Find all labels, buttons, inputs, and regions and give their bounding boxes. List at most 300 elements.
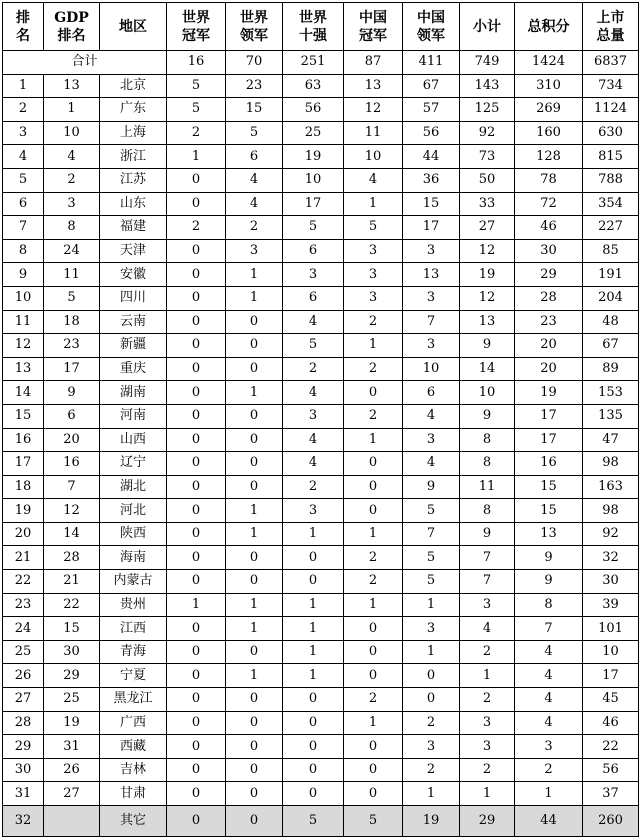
table-cell: 1: [167, 145, 226, 169]
table-cell: 6: [44, 404, 100, 428]
table-cell: 7: [460, 570, 515, 594]
table-cell: 0: [283, 688, 344, 712]
table-cell: 3: [403, 239, 460, 263]
table-cell: 25: [3, 640, 44, 664]
table-cell: 6: [226, 145, 283, 169]
table-cell: 2: [344, 310, 403, 334]
table-cell: 0: [167, 404, 226, 428]
region-cell: 辽宁: [100, 452, 167, 476]
table-cell: 10: [283, 168, 344, 192]
table-row: [3, 688, 639, 712]
table-cell: 9: [515, 546, 583, 570]
table-cell: 1: [344, 428, 403, 452]
table-cell: 12: [460, 239, 515, 263]
table-cell: 269: [515, 98, 583, 122]
table-cell: 1: [283, 664, 344, 688]
table-cell: 27: [460, 216, 515, 240]
table-cell: 0: [283, 735, 344, 759]
region-cell: 四川: [100, 286, 167, 310]
table-cell: 0: [283, 782, 344, 806]
table-cell: 7: [515, 617, 583, 641]
table-cell: 3: [403, 735, 460, 759]
region-cell: 新疆: [100, 334, 167, 358]
table-cell: 57: [403, 98, 460, 122]
table-cell: 39: [583, 593, 639, 617]
table-row: [3, 381, 639, 405]
table-cell: 13: [515, 522, 583, 546]
table-cell: 6: [283, 286, 344, 310]
header-cell: [283, 3, 344, 51]
header-line: 中国: [417, 9, 445, 26]
table-cell: 7: [403, 522, 460, 546]
table-row: [3, 711, 639, 735]
table-row: [3, 617, 639, 641]
table-cell: 31: [3, 782, 44, 806]
table-cell: 36: [403, 168, 460, 192]
table-cell: 0: [226, 546, 283, 570]
table-cell: 3: [403, 428, 460, 452]
table-cell: 310: [515, 74, 583, 98]
table-cell: 24: [44, 239, 100, 263]
total-row: [3, 51, 639, 75]
table-cell: 2: [344, 404, 403, 428]
table-cell: 2: [403, 758, 460, 782]
table-cell: 1: [403, 640, 460, 664]
table-header: [3, 3, 639, 51]
table-cell: 0: [226, 310, 283, 334]
table-cell: 85: [583, 239, 639, 263]
table-cell: 20: [515, 334, 583, 358]
region-cell: 吉林: [100, 758, 167, 782]
table-row: [3, 145, 639, 169]
region-cell: 山东: [100, 192, 167, 216]
table-cell: 0: [167, 381, 226, 405]
table-cell: 1: [283, 593, 344, 617]
table-cell: 0: [226, 758, 283, 782]
table-cell: 0: [344, 664, 403, 688]
table-cell: 0: [167, 286, 226, 310]
table-cell: 14: [460, 357, 515, 381]
region-cell: 湖北: [100, 475, 167, 499]
table-cell: 1: [226, 263, 283, 287]
table-cell: 5: [44, 286, 100, 310]
header-line: 名: [16, 27, 30, 44]
table-row: [3, 357, 639, 381]
table-cell: 0: [344, 617, 403, 641]
header-line: 世界: [240, 9, 268, 26]
table-cell: 4: [515, 640, 583, 664]
table-cell: 27: [3, 688, 44, 712]
region-cell: 云南: [100, 310, 167, 334]
table-cell: 9: [460, 404, 515, 428]
table-cell: 17: [583, 664, 639, 688]
table-row: [3, 239, 639, 263]
table-cell: 72: [515, 192, 583, 216]
table-cell: 143: [460, 74, 515, 98]
table-row: [3, 782, 639, 806]
table-cell: 12: [3, 334, 44, 358]
table-cell: 13: [44, 74, 100, 98]
header-line: GDP: [54, 9, 89, 26]
region-cell: 宁夏: [100, 664, 167, 688]
table-row: [3, 216, 639, 240]
table-cell: 204: [583, 286, 639, 310]
table-cell: 56: [403, 121, 460, 145]
table-cell: 29: [460, 806, 515, 837]
table-cell: 9: [460, 522, 515, 546]
table-cell: 23: [44, 334, 100, 358]
table-cell: 56: [283, 98, 344, 122]
table-cell: 23: [3, 593, 44, 617]
header-line: 排名: [57, 27, 86, 44]
table-cell: 27: [44, 782, 100, 806]
table-row: [3, 735, 639, 759]
table-cell: 47: [583, 428, 639, 452]
table-cell: 3: [403, 617, 460, 641]
table-cell: 0: [167, 735, 226, 759]
table-cell: 0: [283, 711, 344, 735]
table-cell: 0: [167, 758, 226, 782]
table-cell: 7: [403, 310, 460, 334]
table-cell: 1: [344, 334, 403, 358]
table-cell: 1: [283, 522, 344, 546]
header-cell: [515, 3, 583, 51]
total-cell: 6837: [583, 51, 639, 75]
table-cell: 0: [167, 688, 226, 712]
table-cell: 73: [460, 145, 515, 169]
table-cell: 0: [167, 452, 226, 476]
table-cell: 3: [283, 499, 344, 523]
table-cell: 0: [283, 758, 344, 782]
table-cell: 19: [283, 145, 344, 169]
table-cell: 11: [44, 263, 100, 287]
table-cell: 30: [44, 640, 100, 664]
table-cell: 26: [44, 758, 100, 782]
table-cell: 44: [515, 806, 583, 837]
table-cell: 13: [403, 263, 460, 287]
table-row: [3, 428, 639, 452]
table-cell: 191: [583, 263, 639, 287]
table-cell: 30: [515, 239, 583, 263]
header-cell: [403, 3, 460, 51]
table-cell: 13: [344, 74, 403, 98]
table-body: [3, 51, 639, 837]
table-cell: 9: [515, 570, 583, 594]
table-cell: 1: [226, 499, 283, 523]
table-cell: 3: [403, 286, 460, 310]
table-cell: 10: [344, 145, 403, 169]
region-cell: 贵州: [100, 593, 167, 617]
table-cell: 2: [167, 121, 226, 145]
table-cell: 0: [344, 452, 403, 476]
header-cell: [460, 3, 515, 51]
table-cell: 32: [3, 806, 44, 837]
table-cell: 9: [460, 334, 515, 358]
table-cell: 7: [3, 216, 44, 240]
table-cell: 17: [44, 357, 100, 381]
table-cell: 0: [226, 334, 283, 358]
table-cell: 734: [583, 74, 639, 98]
table-cell: 4: [403, 452, 460, 476]
table-cell: 5: [403, 546, 460, 570]
header-line: 世界: [299, 9, 327, 26]
table-cell: 28: [515, 286, 583, 310]
table-cell: 5: [283, 216, 344, 240]
table-cell: 67: [403, 74, 460, 98]
table-cell: 3: [344, 263, 403, 287]
table-cell: 28: [44, 546, 100, 570]
table-cell: 25: [283, 121, 344, 145]
table-cell: 163: [583, 475, 639, 499]
table-cell: 0: [167, 782, 226, 806]
table-cell: 630: [583, 121, 639, 145]
table-cell: 5: [344, 216, 403, 240]
table-cell: 78: [515, 168, 583, 192]
table-cell: 19: [44, 711, 100, 735]
table-cell: 125: [460, 98, 515, 122]
table-cell: 32: [583, 546, 639, 570]
table-cell: 19: [515, 381, 583, 405]
table-cell: 11: [3, 310, 44, 334]
header-line: 冠军: [359, 27, 387, 44]
table-cell: 6: [403, 381, 460, 405]
table-cell: 8: [515, 593, 583, 617]
table-cell: 5: [403, 570, 460, 594]
table-cell: 0: [167, 499, 226, 523]
table-row: [3, 475, 639, 499]
header-line: 世界: [182, 9, 210, 26]
table-cell: 2: [3, 98, 44, 122]
table-cell: 0: [344, 640, 403, 664]
total-cell: 251: [283, 51, 344, 75]
header-cell: [3, 3, 44, 51]
table-cell: 45: [583, 688, 639, 712]
table-cell: 0: [226, 782, 283, 806]
table-cell: 17: [3, 452, 44, 476]
region-cell: 黑龙江: [100, 688, 167, 712]
table-cell: 2: [460, 688, 515, 712]
table-cell: 1: [344, 593, 403, 617]
table-cell: 17: [515, 428, 583, 452]
table-cell: 3: [460, 711, 515, 735]
table-cell: 1: [283, 640, 344, 664]
region-cell: 广东: [100, 98, 167, 122]
table-cell: 17: [283, 192, 344, 216]
table-cell: 1: [515, 782, 583, 806]
table-cell: 2: [515, 758, 583, 782]
table-cell: 14: [44, 522, 100, 546]
table-cell: 2: [167, 216, 226, 240]
table-cell: 16: [515, 452, 583, 476]
table-cell: 15: [515, 499, 583, 523]
table-cell: 18: [44, 310, 100, 334]
table-cell: 26: [3, 664, 44, 688]
table-cell: 3: [283, 404, 344, 428]
table-cell: 4: [403, 404, 460, 428]
header-line: 地区: [119, 18, 147, 35]
header-cell: [44, 3, 100, 51]
table-cell: 0: [167, 522, 226, 546]
table-cell: 0: [167, 664, 226, 688]
table-cell: 6: [3, 192, 44, 216]
table-cell: 1124: [583, 98, 639, 122]
table-cell: 1: [226, 664, 283, 688]
region-cell: 陕西: [100, 522, 167, 546]
table-cell: 0: [226, 404, 283, 428]
region-cell: 福建: [100, 216, 167, 240]
table-cell: 153: [583, 381, 639, 405]
table-cell: 15: [403, 192, 460, 216]
region-cell: 河南: [100, 404, 167, 428]
table-cell: 101: [583, 617, 639, 641]
table-cell: 1: [44, 98, 100, 122]
table-cell: 0: [226, 475, 283, 499]
table-cell: 4: [515, 664, 583, 688]
region-cell: 其它: [100, 806, 167, 837]
table-cell: 19: [403, 806, 460, 837]
region-cell: 安徽: [100, 263, 167, 287]
table-cell: 2: [44, 168, 100, 192]
table-row: [3, 664, 639, 688]
table-cell: 3: [515, 735, 583, 759]
table-cell: 2: [344, 546, 403, 570]
region-cell: 山西: [100, 428, 167, 452]
table-cell: 13: [460, 310, 515, 334]
header-line: 总积分: [527, 18, 570, 35]
table-cell: 3: [460, 593, 515, 617]
region-cell: 上海: [100, 121, 167, 145]
table-cell: 1: [167, 593, 226, 617]
table-row: [3, 286, 639, 310]
table-row: [3, 452, 639, 476]
table-cell: 20: [515, 357, 583, 381]
header-cell: [226, 3, 283, 51]
table-cell: 1: [460, 782, 515, 806]
table-row: [3, 98, 639, 122]
table-cell: 5: [344, 806, 403, 837]
table-cell: [44, 806, 100, 837]
table-cell: 29: [3, 735, 44, 759]
table-cell: 788: [583, 168, 639, 192]
table-cell: 13: [3, 357, 44, 381]
table-cell: 4: [515, 711, 583, 735]
table-cell: 1: [460, 664, 515, 688]
table-cell: 1: [226, 522, 283, 546]
table-cell: 30: [583, 570, 639, 594]
table-cell: 0: [167, 192, 226, 216]
table-cell: 98: [583, 499, 639, 523]
region-cell: 浙江: [100, 145, 167, 169]
table-cell: 8: [460, 452, 515, 476]
table-cell: 3: [3, 121, 44, 145]
table-cell: 12: [44, 499, 100, 523]
table-cell: 21: [3, 546, 44, 570]
table-cell: 0: [226, 735, 283, 759]
table-cell: 2: [460, 758, 515, 782]
table-cell: 8: [44, 216, 100, 240]
table-cell: 37: [583, 782, 639, 806]
table-cell: 0: [344, 758, 403, 782]
table-cell: 29: [44, 664, 100, 688]
table-cell: 2: [283, 475, 344, 499]
table-cell: 0: [403, 688, 460, 712]
table-cell: 9: [3, 263, 44, 287]
region-cell: 天津: [100, 239, 167, 263]
table-cell: 815: [583, 145, 639, 169]
table-cell: 7: [44, 475, 100, 499]
table-cell: 0: [344, 499, 403, 523]
total-cell: 87: [344, 51, 403, 75]
table-cell: 5: [167, 98, 226, 122]
header-cell: [167, 3, 226, 51]
header-cell: [100, 3, 167, 51]
table-cell: 0: [344, 475, 403, 499]
header-cell: [583, 3, 639, 51]
table-cell: 1: [344, 522, 403, 546]
header-cell: [344, 3, 403, 51]
table-row: [3, 758, 639, 782]
header-line: 小计: [473, 18, 501, 35]
region-cell: 海南: [100, 546, 167, 570]
table-cell: 22: [583, 735, 639, 759]
table-cell: 5: [283, 806, 344, 837]
table-cell: 89: [583, 357, 639, 381]
table-row: [3, 593, 639, 617]
table-cell: 2: [403, 711, 460, 735]
table-cell: 354: [583, 192, 639, 216]
region-cell: 青海: [100, 640, 167, 664]
total-cell: 749: [460, 51, 515, 75]
table-cell: 10: [3, 286, 44, 310]
table-cell: 4: [283, 428, 344, 452]
table-cell: 15: [3, 404, 44, 428]
region-cell: 河北: [100, 499, 167, 523]
table-cell: 1: [344, 711, 403, 735]
table-row: [3, 570, 639, 594]
table-cell: 56: [583, 758, 639, 782]
table-cell: 3: [226, 239, 283, 263]
table-cell: 3: [403, 334, 460, 358]
table-cell: 23: [226, 74, 283, 98]
table-cell: 1: [344, 192, 403, 216]
table-cell: 48: [583, 310, 639, 334]
header-line: 中国: [359, 9, 387, 26]
table-cell: 0: [167, 310, 226, 334]
table-cell: 2: [283, 357, 344, 381]
table-cell: 4: [283, 452, 344, 476]
header-line: 总量: [596, 27, 625, 44]
header-line: 上市: [596, 9, 625, 26]
region-cell: 广西: [100, 711, 167, 735]
table-cell: 12: [460, 286, 515, 310]
table-cell: 15: [44, 617, 100, 641]
table-cell: 0: [167, 546, 226, 570]
table-cell: 24: [3, 617, 44, 641]
header-line: 排: [16, 9, 30, 26]
table-cell: 2: [344, 570, 403, 594]
table-cell: 19: [3, 499, 44, 523]
table-cell: 19: [460, 263, 515, 287]
table-cell: 23: [515, 310, 583, 334]
ranking-table: [2, 2, 639, 837]
table-cell: 8: [460, 428, 515, 452]
header-line: 冠军: [182, 27, 210, 44]
table-cell: 15: [226, 98, 283, 122]
table-cell: 92: [583, 522, 639, 546]
table-cell: 12: [344, 98, 403, 122]
table-cell: 0: [344, 381, 403, 405]
table-cell: 5: [403, 499, 460, 523]
